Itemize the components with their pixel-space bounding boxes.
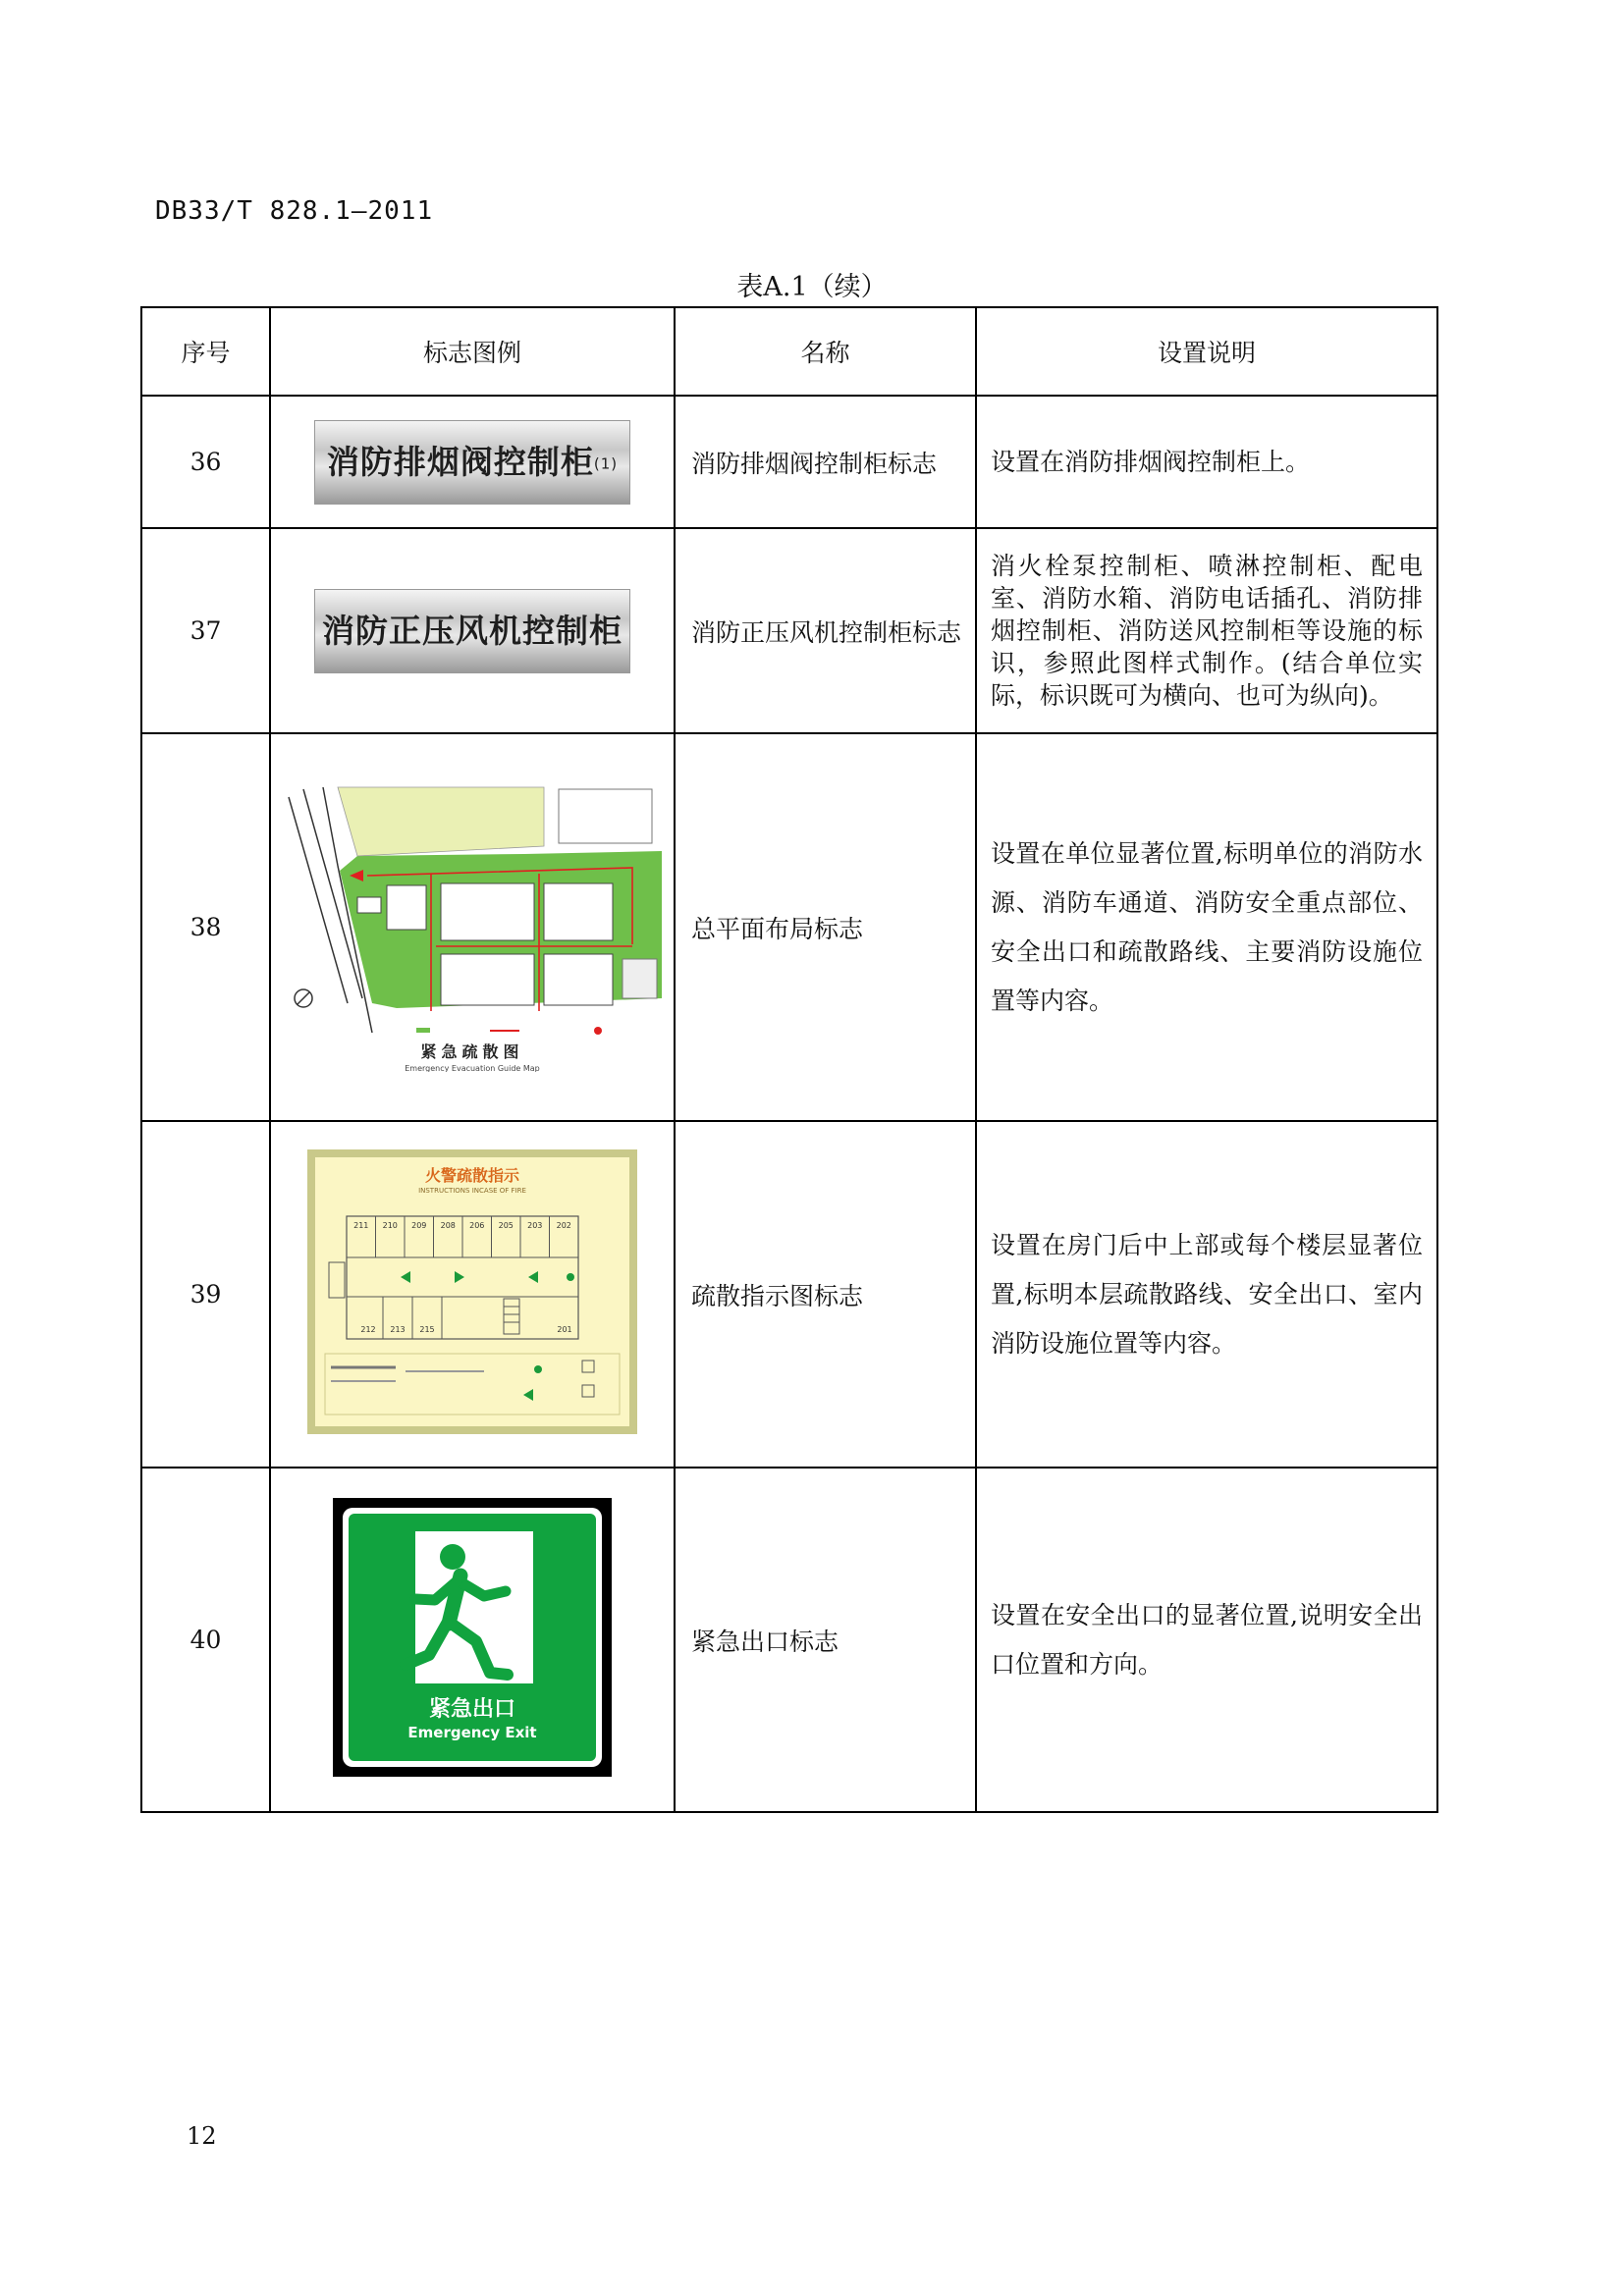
plan-subtitle: INSTRUCTIONS INCASE OF FIRE [418,1186,526,1195]
room-number: 205 [498,1220,514,1230]
table-row [141,396,1437,528]
table-row [141,1121,1437,1468]
emergency-exit-sign [333,1498,612,1777]
map-title: 紧急疏散图 [420,1041,524,1061]
sign-description: 消火栓泵控制柜、喷淋控制柜、配电室、消防水箱、消防电话插孔、消防排烟控制柜、消防送风控制柜等设施的标识，参照此图样式制作。(结合单位实际，标识既可为横向、也可为纵向)。 [976,528,1437,733]
table-row [141,733,1437,1121]
sign-description: 设置在消防排烟阀控制柜上。 [976,396,1437,528]
header-no: 序号 [141,307,270,396]
sign-name: 消防排烟阀控制柜标志 [675,396,976,528]
sign-text: 消防正压风机控制柜 [322,611,623,650]
sign-name: 消防正压风机控制柜标志 [675,528,976,733]
sign-name: 疏散指示图标志 [675,1121,976,1468]
sign-text: 消防排烟阀控制柜 [326,442,594,481]
exit-cn-label: 紧急出口 [428,1696,516,1722]
table-row [141,528,1437,733]
exit-en-label: Emergency Exit [407,1723,537,1741]
row-number: 39 [141,1121,270,1468]
sign-name: 紧急出口标志 [675,1468,976,1812]
room-number: 202 [556,1220,571,1230]
sign-figure [270,733,675,1121]
metal-plate-sign [314,420,630,505]
header-figure: 标志图例 [270,307,675,396]
signs-table [140,306,1438,1813]
map-subtitle: Emergency Evacuation Guide Map [405,1063,540,1072]
room-number: 213 [390,1324,406,1334]
sign-figure [270,1468,675,1812]
row-number: 37 [141,528,270,733]
site-evacuation-map [279,777,666,1072]
page-number: 12 [187,2122,217,2150]
table-header-row [141,307,1437,396]
sign-name: 总平面布局标志 [675,733,976,1121]
floor-evacuation-plan [307,1149,637,1434]
room-number: 215 [419,1324,435,1334]
table-caption: 表A.1（续） [736,272,888,302]
metal-plate-sign [314,589,630,673]
room-number: 211 [353,1220,369,1230]
document-code: DB33/T 828.1—2011 [155,196,434,226]
room-number: 210 [382,1220,398,1230]
room-number: 212 [360,1324,376,1334]
plan-title: 火警疏散指示 [424,1165,520,1185]
header-name: 名称 [675,307,976,396]
row-number: 36 [141,396,270,528]
sign-description: 设置在房门后中上部或每个楼层显著位置,标明本层疏散路线、安全出口、室内消防设施位置等内容。 [976,1121,1437,1468]
row-number: 38 [141,733,270,1121]
room-number: 206 [469,1220,485,1230]
sign-description: 设置在单位显著位置,标明单位的消防水源、消防车通道、消防安全重点部位、安全出口和疏散路线、主要消防设施位置等内容。 [976,733,1437,1121]
table-row [141,1468,1437,1812]
row-number: 40 [141,1468,270,1812]
sign-description: 设置在安全出口的显著位置,说明安全出口位置和方向。 [976,1468,1437,1812]
sign-figure [270,1121,675,1468]
room-number: 209 [411,1220,427,1230]
sign-figure [270,396,675,528]
room-number: 208 [440,1220,456,1230]
room-number: 203 [527,1220,543,1230]
room-number: 201 [557,1324,572,1334]
header-desc: 设置说明 [976,307,1437,396]
sign-figure [270,528,675,733]
sign-suffix: (1) [593,454,619,472]
